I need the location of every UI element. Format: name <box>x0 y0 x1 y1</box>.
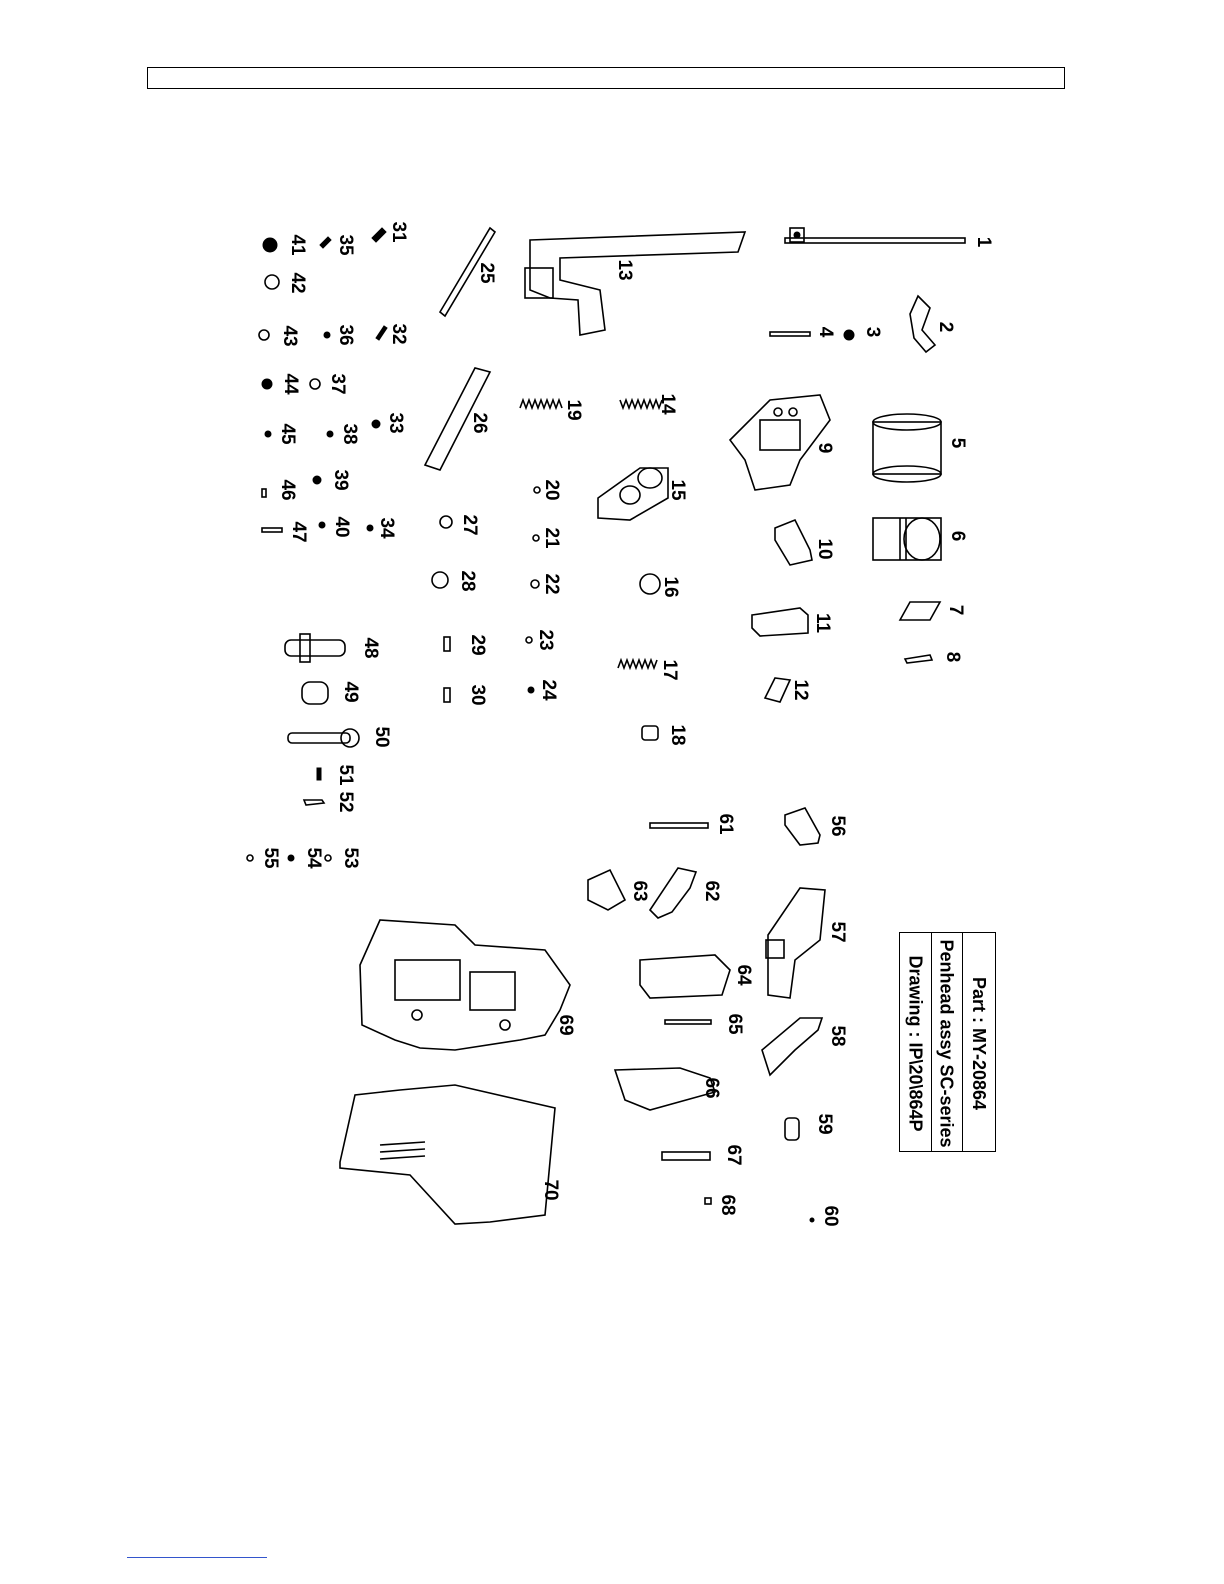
callout-52: 52 <box>334 791 356 813</box>
callout-29: 29 <box>466 634 488 656</box>
callout-6: 6 <box>946 530 968 542</box>
part-50-shaft <box>288 729 359 747</box>
part-7-plate <box>900 602 940 620</box>
callout-65: 65 <box>723 1013 745 1035</box>
part-21-nut <box>533 535 539 541</box>
callout-7: 7 <box>944 604 966 616</box>
callout-9: 9 <box>813 442 835 454</box>
callout-18: 18 <box>666 724 688 746</box>
callout-38: 38 <box>338 423 360 445</box>
callout-49: 49 <box>339 681 361 703</box>
part-15-boss <box>598 468 668 520</box>
part-52-pin <box>304 800 324 805</box>
title-block-divider <box>962 933 963 1151</box>
callout-12: 12 <box>789 679 811 701</box>
part-54-washer <box>288 855 294 861</box>
callout-53: 53 <box>339 847 361 869</box>
footnote-rule <box>127 1557 267 1558</box>
callout-61: 61 <box>714 813 736 835</box>
callout-34: 34 <box>375 517 397 539</box>
callout-54: 54 <box>302 847 324 869</box>
part-53-ring <box>325 855 331 861</box>
callout-24: 24 <box>537 679 559 701</box>
callout-20: 20 <box>540 479 562 501</box>
part-23-nut <box>526 637 532 643</box>
callout-48: 48 <box>359 637 381 659</box>
part-11-bracket <box>752 608 808 636</box>
title-block-name-cell <box>931 933 962 1153</box>
callout-21: 21 <box>540 527 562 549</box>
part-66-plate <box>615 1068 715 1110</box>
part-13-frame <box>525 232 745 335</box>
callout-55: 55 <box>259 847 281 869</box>
callout-1: 1 <box>972 236 994 248</box>
callout-19: 19 <box>562 399 584 421</box>
callout-68: 68 <box>716 1194 738 1216</box>
part-60-ball <box>810 1218 814 1222</box>
part-27-washer <box>440 516 452 528</box>
callout-58: 58 <box>826 1025 848 1047</box>
callout-41: 41 <box>286 234 308 256</box>
part-70-cover <box>340 1085 555 1224</box>
callout-44: 44 <box>279 373 301 395</box>
part-14-spring <box>620 400 662 408</box>
drawing-number: Drawing : IP\20\864P <box>906 954 927 1132</box>
callout-14: 14 <box>656 393 678 415</box>
part-61-rod <box>650 823 708 828</box>
callout-59: 59 <box>813 1113 835 1135</box>
assembly-name: Penhead assy SC-series <box>937 938 957 1148</box>
part-55-washer <box>247 855 253 861</box>
part-68-bush <box>705 1198 711 1204</box>
part-49-roller <box>302 682 328 704</box>
part-2-lever <box>910 296 935 352</box>
callout-27: 27 <box>458 514 480 536</box>
part-1-rod <box>785 228 965 243</box>
part-10-block <box>775 520 812 565</box>
callout-69: 69 <box>554 1014 576 1036</box>
part-17-spring <box>618 660 657 668</box>
callout-47: 47 <box>287 521 309 543</box>
part-19-spring <box>520 400 562 408</box>
callout-40: 40 <box>330 516 352 538</box>
part-18-bushing <box>642 726 658 740</box>
callout-25: 25 <box>475 262 497 284</box>
title-block-part-cell <box>962 933 996 1153</box>
part-5-cylinder <box>873 414 941 482</box>
callout-31: 31 <box>387 221 409 243</box>
callout-33: 33 <box>384 412 406 434</box>
part-67-pin <box>662 1152 710 1160</box>
part-59-knob <box>785 1118 799 1140</box>
part-69-main-frame <box>360 920 570 1050</box>
callout-8: 8 <box>941 651 963 663</box>
part-51-clip <box>317 768 321 780</box>
callout-2: 2 <box>934 321 956 333</box>
part-12-wedge <box>765 678 790 702</box>
callout-22: 22 <box>540 573 562 595</box>
part-number: Part : MY-20864 <box>969 976 990 1110</box>
callout-43: 43 <box>278 325 300 347</box>
part-62-hook <box>650 868 696 918</box>
part-28-cap <box>432 572 448 588</box>
callout-63: 63 <box>628 880 650 902</box>
part-58-lever <box>762 1018 822 1075</box>
callout-67: 67 <box>722 1144 744 1166</box>
part-24-nut <box>528 687 534 693</box>
part-8-pin <box>905 655 932 663</box>
part-6-drum <box>873 518 941 560</box>
part-48-shaft <box>285 634 345 662</box>
callout-32: 32 <box>387 323 409 345</box>
part-29-pin <box>444 637 450 651</box>
callout-16: 16 <box>659 576 681 598</box>
callout-37: 37 <box>326 373 348 395</box>
callout-23: 23 <box>534 629 556 651</box>
callout-45: 45 <box>276 423 298 445</box>
part-sketches <box>247 228 965 1227</box>
part-30-pin <box>444 688 450 702</box>
callout-4: 4 <box>814 326 836 338</box>
callout-10: 10 <box>813 538 835 560</box>
callout-70: 70 <box>539 1179 561 1201</box>
callout-39: 39 <box>329 469 351 491</box>
part-57-bracket <box>766 888 825 998</box>
part-56-block <box>785 808 820 845</box>
callout-50: 50 <box>370 726 392 748</box>
callout-5: 5 <box>946 437 968 449</box>
part-22-nut <box>531 580 539 588</box>
callout-46: 46 <box>276 479 298 501</box>
part-20-nut <box>534 487 540 493</box>
callout-64: 64 <box>732 964 754 986</box>
callout-labels <box>260 221 994 1226</box>
part-63-clamp <box>588 870 625 910</box>
callout-42: 42 <box>286 272 308 294</box>
callout-13: 13 <box>613 259 635 281</box>
callout-57: 57 <box>826 921 848 943</box>
part-3-ball <box>844 330 854 340</box>
callout-56: 56 <box>826 815 848 837</box>
callout-15: 15 <box>666 479 688 501</box>
callout-30: 30 <box>466 684 488 706</box>
callout-51: 51 <box>334 764 356 786</box>
title-block-drawing-cell <box>900 933 931 1153</box>
callout-66: 66 <box>700 1077 722 1099</box>
callout-62: 62 <box>700 880 722 902</box>
callout-28: 28 <box>456 570 478 592</box>
part-16-sphere <box>640 574 660 594</box>
callout-17: 17 <box>658 659 680 681</box>
callout-11: 11 <box>811 612 833 634</box>
callout-26: 26 <box>468 412 490 434</box>
part-4-pin <box>770 332 810 336</box>
callout-35: 35 <box>334 234 356 256</box>
callout-36: 36 <box>334 324 356 346</box>
callout-60: 60 <box>819 1205 841 1227</box>
callout-3: 3 <box>861 326 883 338</box>
title-block-divider-2 <box>931 933 932 1151</box>
part-65-rod <box>665 1020 711 1024</box>
part-64-bracket <box>640 955 730 998</box>
title-block <box>899 932 996 1152</box>
